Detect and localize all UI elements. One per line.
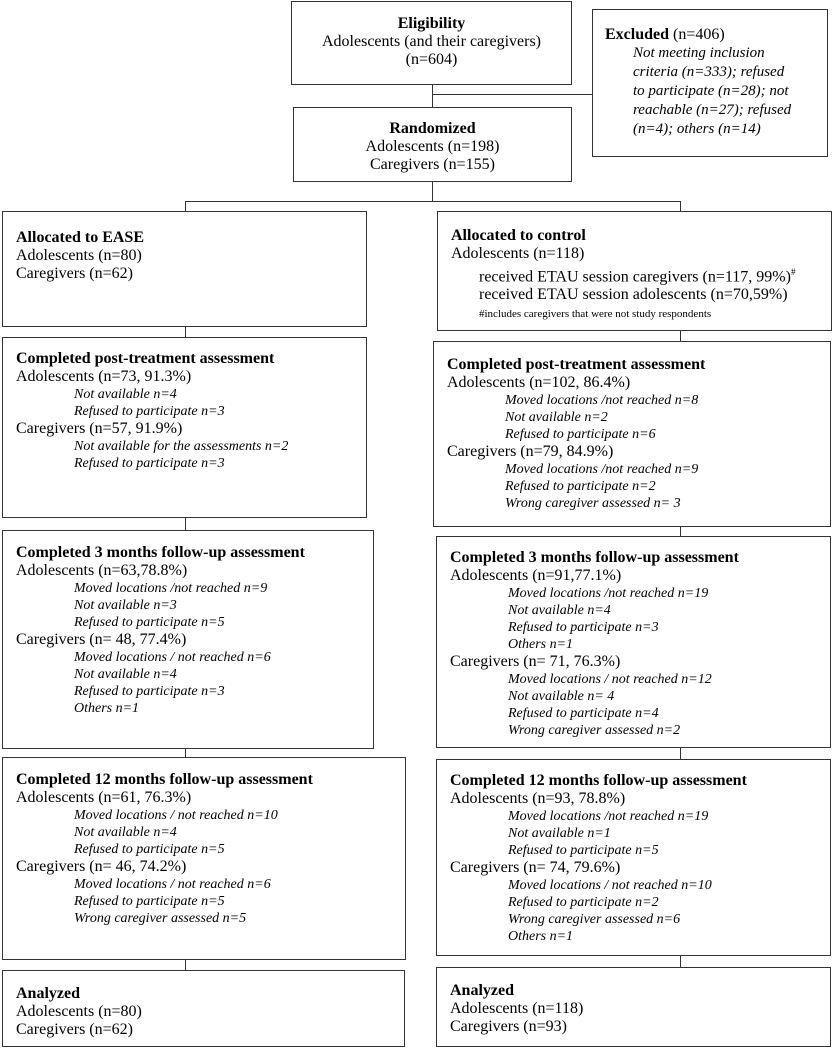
excluded-detail: reachable (n=27); refused bbox=[633, 102, 792, 118]
control-3m-adolescent-reason: Others n=1 bbox=[508, 637, 574, 652]
ease-12m-adolescent-reason: Not available n=4 bbox=[74, 825, 177, 840]
connector-split bbox=[185, 201, 681, 202]
control-allocated-box bbox=[437, 211, 832, 331]
control-12m-caregiver-reason: Refused to participate n=2 bbox=[508, 895, 659, 910]
control-3m-adolescent-reason: Refused to participate n=3 bbox=[508, 620, 659, 635]
connector-control-4 bbox=[680, 956, 681, 967]
control-allocated-title: Allocated to control bbox=[451, 227, 586, 244]
ease-analyzed-title: Analyzed bbox=[16, 985, 80, 1002]
excluded-count: (n=406) bbox=[669, 26, 725, 43]
ease-3m-adolescents: Adolescents (n=63,78.8%) bbox=[16, 562, 188, 579]
control-12m-adolescent-reason: Moved locations /not reached n=19 bbox=[508, 809, 709, 824]
control-3m-title: Completed 3 months follow-up assessment bbox=[450, 549, 739, 566]
ease-post-adolescents: Adolescents (n=73, 91.3%) bbox=[16, 368, 192, 385]
control-analyzed-title: Analyzed bbox=[450, 982, 514, 999]
control-analyzed-adolescents: Adolescents (n=118) bbox=[450, 1000, 584, 1017]
control-3m-box bbox=[436, 536, 831, 748]
ease-12m-box bbox=[2, 757, 406, 960]
control-3m-caregiver-reason: Wrong caregiver assessed n=2 bbox=[508, 723, 681, 738]
eligibility-line1: Adolescents (and their caregivers) bbox=[321, 33, 541, 50]
ease-post-caregiver-reason: Not available for the assessments n=2 bbox=[74, 439, 289, 454]
control-post-caregivers: Caregivers (n=79, 84.9%) bbox=[447, 443, 614, 460]
control-12m-adolescent-reason: Refused to participate n=5 bbox=[508, 843, 659, 858]
ease-12m-caregiver-reason: Wrong caregiver assessed n=5 bbox=[74, 911, 247, 926]
control-3m-caregiver-reason: Refused to participate n=4 bbox=[508, 706, 659, 721]
ease-allocated-adolescents: Adolescents (n=80) bbox=[16, 247, 142, 264]
connector-ease-3 bbox=[185, 749, 186, 757]
control-12m-caregiver-reason: Others n=1 bbox=[508, 929, 574, 944]
control-3m-caregivers: Caregivers (n= 71, 76.3%) bbox=[450, 653, 621, 670]
connector-ease-2 bbox=[185, 518, 186, 530]
ease-3m-adolescent-reason: Moved locations /not reached n=9 bbox=[74, 581, 268, 596]
control-3m-adolescents: Adolescents (n=91,77.1%) bbox=[450, 567, 622, 584]
control-etau-adolescents: received ETAU session adolescents (n=70,59%) bbox=[479, 286, 788, 304]
ease-12m-caregiver-reason: Moved locations / not reached n=6 bbox=[74, 877, 271, 892]
control-post-box bbox=[433, 341, 831, 527]
excluded-box bbox=[592, 9, 828, 157]
excluded-detail: to participate (n=28); not bbox=[633, 83, 789, 99]
connector-control-3 bbox=[680, 748, 681, 759]
control-analyzed-caregivers: Caregivers (n=93) bbox=[450, 1018, 567, 1035]
ease-post-adolescent-reason: Not available n=4 bbox=[74, 387, 177, 402]
ease-12m-title: Completed 12 months follow-up assessment bbox=[16, 771, 313, 788]
connector-ease-4 bbox=[185, 960, 186, 970]
ease-allocated-title: Allocated to EASE bbox=[16, 229, 144, 246]
connector-eligibility-randomized bbox=[432, 85, 433, 107]
ease-3m-box bbox=[2, 530, 374, 749]
control-post-title: Completed post-treatment assessment bbox=[447, 356, 706, 373]
ease-12m-caregiver-reason: Refused to participate n=5 bbox=[74, 894, 225, 909]
ease-post-box bbox=[2, 337, 367, 518]
ease-post-caregivers: Caregivers (n=57, 91.9%) bbox=[16, 420, 183, 437]
connector-control-2 bbox=[680, 527, 681, 536]
ease-3m-adolescent-reason: Not available n=3 bbox=[74, 598, 177, 613]
connector-to-ease bbox=[185, 201, 186, 211]
control-12m-title: Completed 12 months follow-up assessment bbox=[450, 772, 747, 789]
ease-analyzed-caregivers: Caregivers (n=62) bbox=[16, 1021, 133, 1038]
ease-12m-caregivers: Caregivers (n= 46, 74.2%) bbox=[16, 858, 187, 875]
control-12m-caregiver-reason: Moved locations / not reached n=10 bbox=[508, 878, 712, 893]
control-3m-caregiver-reason: Moved locations / not reached n=12 bbox=[508, 672, 712, 687]
ease-post-adolescent-reason: Refused to participate n=3 bbox=[74, 404, 225, 419]
excluded-title: Excluded bbox=[605, 26, 670, 43]
control-etau-caregivers: received ETAU session caregivers (n=117, 99%) bbox=[479, 268, 791, 286]
control-post-adolescents: Adolescents (n=102, 86.4%) bbox=[447, 374, 631, 391]
ease-3m-caregiver-reason: Not available n=4 bbox=[74, 667, 177, 682]
eligibility-title: Eligibility bbox=[397, 15, 466, 32]
ease-allocated-box bbox=[2, 211, 367, 327]
ease-analyzed-adolescents: Adolescents (n=80) bbox=[16, 1003, 142, 1020]
ease-post-title: Completed post-treatment assessment bbox=[16, 350, 275, 367]
ease-12m-adolescent-reason: Moved locations / not reached n=10 bbox=[74, 808, 278, 823]
control-post-adolescent-reason: Not available n=2 bbox=[505, 410, 608, 425]
control-12m-caregiver-reason: Wrong caregiver assessed n=6 bbox=[508, 912, 681, 927]
connector-ease-1 bbox=[185, 327, 186, 337]
ease-3m-title: Completed 3 months follow-up assessment bbox=[16, 544, 305, 561]
control-3m-caregiver-reason: Not available n= 4 bbox=[508, 689, 615, 704]
control-post-caregiver-reason: Refused to participate n=2 bbox=[505, 479, 656, 494]
connector-randomized-down bbox=[432, 182, 433, 202]
control-12m-caregivers: Caregivers (n= 74, 79.6%) bbox=[450, 859, 621, 876]
control-footnote: #includes caregivers that were not study respondents bbox=[479, 308, 712, 321]
randomized-caregivers: Caregivers (n=155) bbox=[370, 156, 495, 173]
randomized-box bbox=[293, 107, 572, 182]
control-post-adolescent-reason: Refused to participate n=6 bbox=[505, 427, 656, 442]
control-12m-box bbox=[436, 759, 831, 956]
ease-12m-adolescents: Adolescents (n=61, 76.3%) bbox=[16, 789, 192, 806]
control-post-caregiver-reason: Wrong caregiver assessed n= 3 bbox=[505, 496, 681, 511]
ease-3m-caregiver-reason: Others n=1 bbox=[74, 701, 140, 716]
eligibility-box bbox=[291, 1, 572, 85]
excluded-detail: (n=4); others (n=14) bbox=[633, 121, 761, 137]
control-allocated-adolescents: Adolescents (n=118) bbox=[451, 245, 585, 262]
connector-excluded bbox=[432, 94, 592, 95]
ease-allocated-caregivers: Caregivers (n=62) bbox=[16, 265, 133, 282]
control-3m-adolescent-reason: Moved locations /not reached n=19 bbox=[508, 586, 709, 601]
excluded-detail: Not meeting inclusion bbox=[633, 45, 765, 61]
connector-control-1 bbox=[680, 331, 681, 341]
control-12m-adolescents: Adolescents (n=93, 78.8%) bbox=[450, 790, 626, 807]
randomized-adolescents: Adolescents (n=198) bbox=[365, 138, 500, 155]
excluded-detail: criteria (n=333); refused bbox=[633, 64, 785, 80]
ease-post-caregiver-reason: Refused to participate n=3 bbox=[74, 456, 225, 471]
connector-to-control bbox=[680, 201, 681, 211]
randomized-title: Randomized bbox=[389, 120, 476, 137]
ease-3m-caregivers: Caregivers (n= 48, 77.4%) bbox=[16, 631, 187, 648]
eligibility-line2: (n=604) bbox=[405, 51, 458, 68]
ease-3m-caregiver-reason: Refused to participate n=3 bbox=[74, 684, 225, 699]
control-12m-adolescent-reason: Not available n=1 bbox=[508, 826, 611, 841]
ease-analyzed-box bbox=[2, 970, 405, 1047]
control-3m-adolescent-reason: Not available n=4 bbox=[508, 603, 611, 618]
ease-3m-caregiver-reason: Moved locations / not reached n=6 bbox=[74, 650, 271, 665]
control-post-adolescent-reason: Moved locations /not reached n=8 bbox=[505, 393, 699, 408]
ease-12m-adolescent-reason: Refused to participate n=5 bbox=[74, 842, 225, 857]
control-post-caregiver-reason: Moved locations /not reached n=9 bbox=[505, 462, 699, 477]
control-analyzed-box bbox=[436, 967, 831, 1047]
ease-3m-adolescent-reason: Refused to participate n=5 bbox=[74, 615, 225, 630]
footnote-mark: # bbox=[790, 267, 796, 277]
